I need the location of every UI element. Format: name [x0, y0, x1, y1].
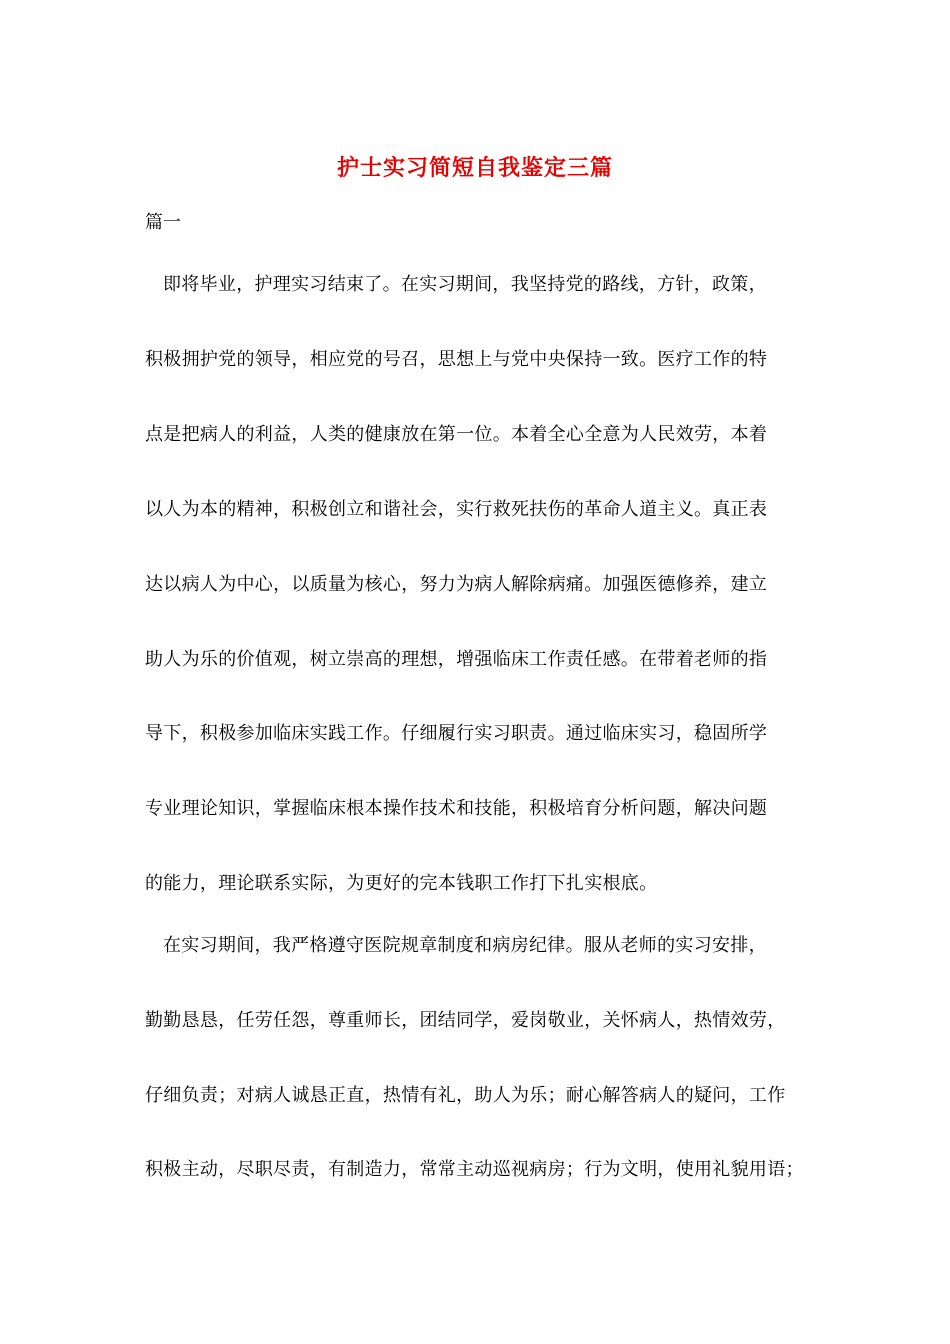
section-heading: 篇一 [145, 212, 181, 233]
paragraph-line: 专业理论知识，掌握临床根本操作技术和技能，积极培育分析问题，解决问题 [145, 798, 768, 819]
paragraph-line: 导下，积极参加临床实践工作。仔细履行实习职责。通过临床实习，稳固所学 [145, 723, 768, 744]
document-title: 护士实习简短自我鉴定三篇 [336, 155, 613, 181]
paragraph-line: 助人为乐的价值观，树立崇高的理想，增强临床工作责任感。在带着老师的指 [145, 649, 768, 670]
paragraph-line: 在实习期间，我严格遵守医院规章制度和病房纪律。服从老师的实习安排， [163, 935, 767, 956]
paragraph-line: 即将毕业，护理实习结束了。在实习期间，我坚持党的路线，方针，政策， [163, 274, 767, 295]
paragraph-line: 积极主动，尽职尽责，有制造力，常常主动巡视病房；行为文明，使用礼貌用语； [145, 1159, 804, 1180]
paragraph-line: 点是把病人的利益，人类的健康放在第一位。本着全心全意为人民效劳，本着 [145, 424, 768, 445]
paragraph-line: 积极拥护党的领导，相应党的号召，思想上与党中央保持一致。医疗工作的特 [145, 349, 768, 370]
paragraph-line: 达以病人为中心，以质量为核心，努力为病人解除病痛。加强医德修养，建立 [145, 574, 768, 595]
paragraph-line: 勤勤恳恳，任劳任怨，尊重师长，团结同学，爱岗敬业，关怀病人，热情效劳， [145, 1010, 786, 1031]
paragraph-line: 的能力，理论联系实际，为更好的完本钱职工作打下扎实根底。 [145, 873, 658, 894]
paragraph-line: 仔细负责；对病人诚恳正直，热情有礼，助人为乐；耐心解答病人的疑问，工作 [145, 1085, 786, 1106]
paragraph-line: 以人为本的精神，积极创立和谐社会，实行救死扶伤的革命人道主义。真正表 [145, 499, 768, 520]
